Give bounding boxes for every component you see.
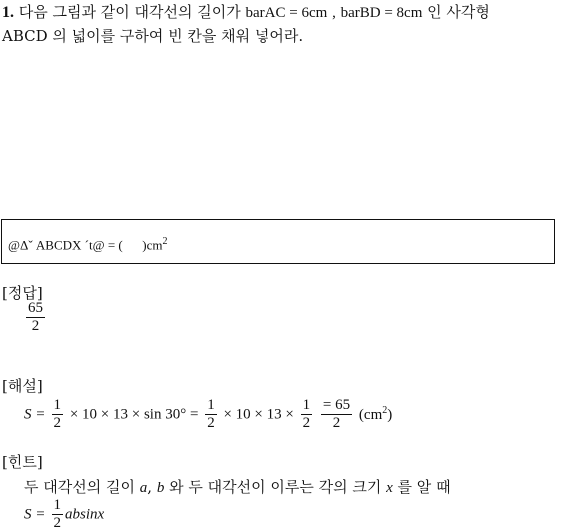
hint-text-a: 두 대각선의 길이 [24, 478, 135, 496]
hint-text-c: 를 알 때 [397, 478, 451, 496]
hint-formula [24, 497, 104, 532]
solution-half-den-2: 2 [207, 415, 215, 431]
solution-half-den: 2 [53, 415, 62, 431]
hint-comma: , [147, 478, 153, 496]
segment-ac: barAC = 6cm [245, 5, 328, 21]
solution-formula [24, 397, 392, 432]
solution-half-num-3: 1 [302, 397, 311, 413]
solution-last-num: = 65 [322, 397, 351, 413]
hint-S: S [24, 506, 32, 523]
question-number: 1. [2, 4, 14, 21]
hint-half-den: 2 [53, 515, 62, 531]
answer-box-content [8, 232, 167, 255]
solution-half-num: 1 [53, 397, 62, 413]
solution-mid-1: × 10 × 13 × sin 30° = [69, 406, 199, 423]
hint-text-b: 와 두 대각선이 이루는 각의 크기 [169, 478, 382, 496]
hint-label: [힌트] [2, 453, 43, 471]
hint-var-x: x [386, 480, 393, 496]
solution-last-den: 2 [321, 414, 352, 432]
solution-label: [해설] [2, 377, 43, 395]
solution-mid-2: × 10 × 13 × [223, 406, 294, 423]
solution-eq: = [36, 406, 45, 423]
answer-blank[interactable] [123, 237, 143, 252]
solution-half-num-2: 1 [207, 397, 215, 413]
solution-half-den-3: 2 [302, 415, 311, 431]
hint-var-a: a [139, 480, 148, 496]
answer-fraction [24, 300, 47, 335]
separator: , [332, 5, 336, 21]
answer-box [1, 219, 555, 264]
solution-unit: $(cm^2)$ [358, 404, 393, 423]
segment-bd: barBD = 8cm [340, 5, 423, 21]
hint-half-num: 1 [53, 497, 62, 513]
question-line-2: ABCD 의 넓이를 구하여 빈 칸을 채워 넣어라. [2, 27, 304, 45]
hint-var-b: b [156, 480, 165, 496]
answer-label: [정답] [2, 284, 43, 302]
question-text: 다음 그림과 같이 대각선의 길이가 [18, 3, 241, 21]
question-text-tail: 인 사각형 [427, 3, 490, 21]
solution-S: S [24, 406, 32, 423]
answer-box-suffix: )cm [142, 237, 163, 253]
hint-eq: = [36, 506, 45, 523]
hint-formula-tail: absinx [65, 506, 105, 523]
answer-numerator: 65 [28, 300, 43, 316]
answer-box-exponent: 2 [162, 236, 168, 247]
hint-line-1 [24, 477, 451, 498]
question-line-1 [2, 2, 490, 23]
answer-denominator: 2 [26, 317, 45, 335]
answer-box-prefix: @Δˇ ABCDX ´t@ = ( [8, 237, 123, 253]
